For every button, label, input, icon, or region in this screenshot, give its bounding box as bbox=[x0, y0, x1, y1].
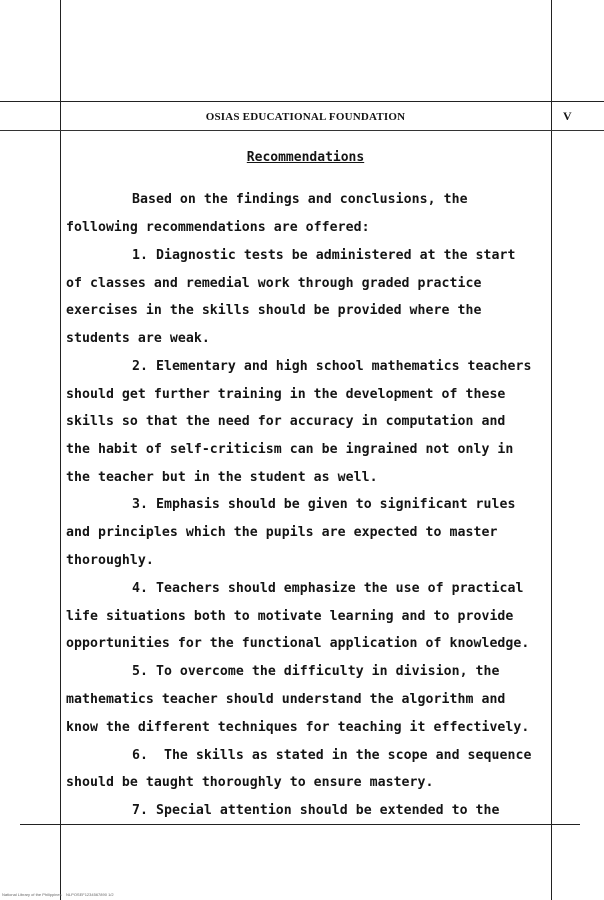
text-line: 2. Elementary and high school mathematics teachers bbox=[132, 359, 532, 374]
section-heading: Recommendations bbox=[246, 150, 365, 165]
text-line: the habit of self-criticism can be ingrained not only in bbox=[66, 442, 514, 457]
header-bottom-rule bbox=[0, 130, 604, 131]
text-line: mathematics teacher should understand the algorithm and bbox=[66, 692, 506, 707]
text-line: should be taught thoroughly to ensure mastery. bbox=[66, 775, 434, 790]
text-line: of classes and remedial work through graded practice bbox=[66, 276, 482, 291]
text-line: 4. Teachers should emphasize the use of practical bbox=[132, 581, 524, 596]
text-line: skills so that the need for accuracy in computation and bbox=[66, 414, 506, 429]
header-top-rule bbox=[0, 101, 604, 102]
text-line: life situations both to motivate learning and to provide bbox=[66, 609, 514, 624]
text-line: should get further training in the development of these bbox=[66, 387, 506, 402]
text-line: following recommendations are offered: bbox=[66, 220, 370, 235]
page-number: V bbox=[563, 109, 572, 123]
text-line: 5. To overcome the difficulty in division, the bbox=[132, 664, 500, 679]
footer-rule bbox=[20, 824, 580, 825]
text-line: 7. Special attention should be extended to the bbox=[132, 803, 500, 818]
text-line: the teacher but in the student as well. bbox=[66, 470, 378, 485]
left-margin-line bbox=[60, 0, 61, 900]
text-line: 1. Diagnostic tests be administered at the start bbox=[132, 248, 516, 263]
text-line: 3. Emphasis should be given to significant rules bbox=[132, 497, 516, 512]
right-margin-line bbox=[551, 0, 552, 900]
text-line: Based on the findings and conclusions, the bbox=[132, 192, 468, 207]
text-line: exercises in the skills should be provided where the bbox=[66, 303, 482, 318]
scan-footer: National Library of the Philippines NLPOSEF1234567890 1/2 bbox=[2, 892, 114, 897]
text-line: opportunities for the functional application of knowledge. bbox=[66, 636, 530, 651]
text-line: students are weak. bbox=[66, 331, 210, 346]
text-line: and principles which the pupils are expected to master bbox=[66, 525, 498, 540]
letterhead-title: OSIAS EDUCATIONAL FOUNDATION bbox=[205, 111, 406, 123]
text-line: know the different techniques for teaching it effectively. bbox=[66, 720, 530, 735]
text-line: 6. The skills as stated in the scope and sequence bbox=[132, 748, 532, 763]
text-line: thoroughly. bbox=[66, 553, 154, 568]
